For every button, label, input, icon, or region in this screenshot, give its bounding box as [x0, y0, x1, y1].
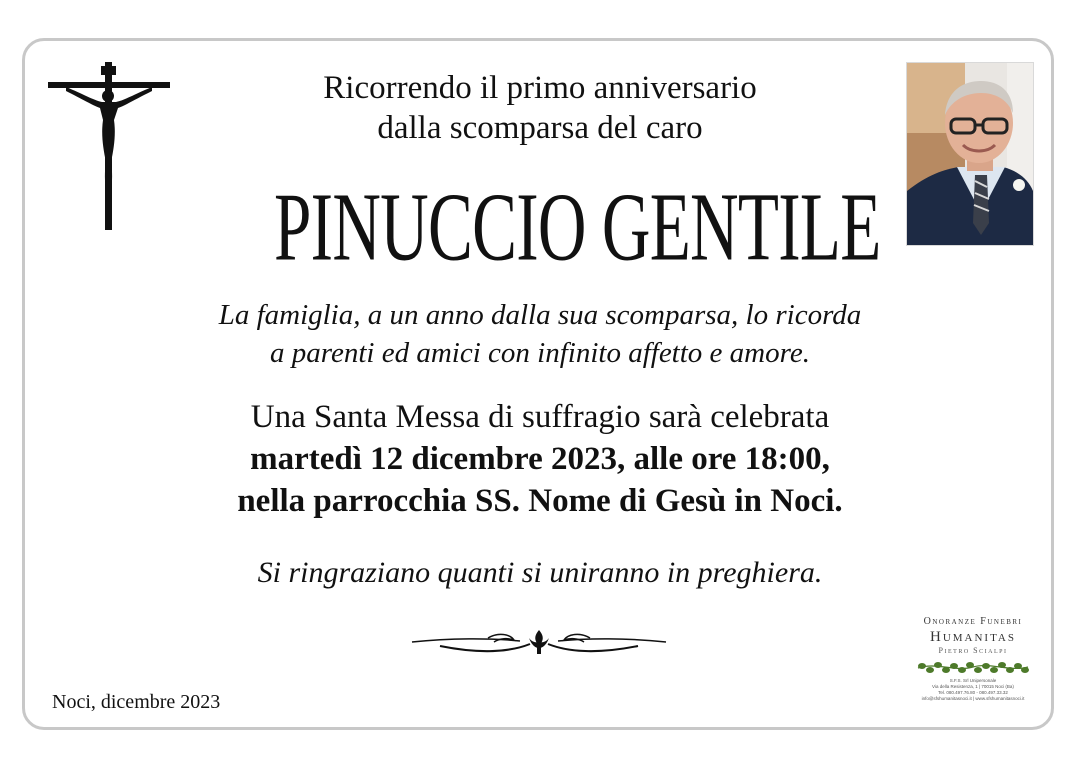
- deceased-name: PINUCCIO GENTILE: [274, 171, 881, 282]
- intro-line-2: dalla scomparsa del caro: [377, 110, 703, 146]
- logo-web: info@sfshumanitasnoci.it | www.sfshumanitasnoci.it: [921, 696, 1025, 701]
- family-line-1: La famiglia, a un anno dalla sua scomparsa, lo ricorda: [218, 299, 862, 331]
- ornament-divider-icon: [410, 626, 668, 660]
- intro-line-1: Ricorrendo il primo anniversario: [323, 70, 757, 106]
- thanks-message: Si ringraziano quanti si uniranno in preghiera.: [257, 556, 823, 589]
- funeral-home-logo: [910, 616, 1036, 712]
- logo-company: S.F.S. Srl Unipersonale: [949, 678, 997, 683]
- mass-date-time: martedì 12 dicembre 2023, alle ore 18:00,: [250, 441, 830, 477]
- logo-address: Via della Resistenza, 1 | 70015 Noci (Ba): [932, 684, 1014, 689]
- intro-text: [200, 68, 880, 148]
- family-message: [150, 296, 930, 372]
- portrait-image: [907, 63, 1033, 245]
- mass-line-1: Una Santa Messa di suffragio sarà celebrata: [250, 399, 830, 435]
- logo-line-2: Humanitas: [929, 629, 1016, 645]
- logo-phone: Tel. 080.497.76.80 - 080.497.33.32: [938, 690, 1008, 695]
- logo-line-1: Onoranze Funebri: [923, 616, 1023, 627]
- vine-garland-icon: [916, 658, 1030, 676]
- mass-announcement: [150, 396, 930, 522]
- place-date: Noci, dicembre 2023: [52, 691, 221, 713]
- logo-line-3: Pietro Scialpi: [938, 646, 1008, 655]
- deceased-photo: [906, 62, 1034, 246]
- family-line-2: a parenti ed amici con infinito affetto e amore.: [270, 337, 810, 369]
- mass-location: nella parrocchia SS. Nome di Gesù in Noci.: [237, 483, 843, 519]
- crucifix-icon: [48, 62, 170, 234]
